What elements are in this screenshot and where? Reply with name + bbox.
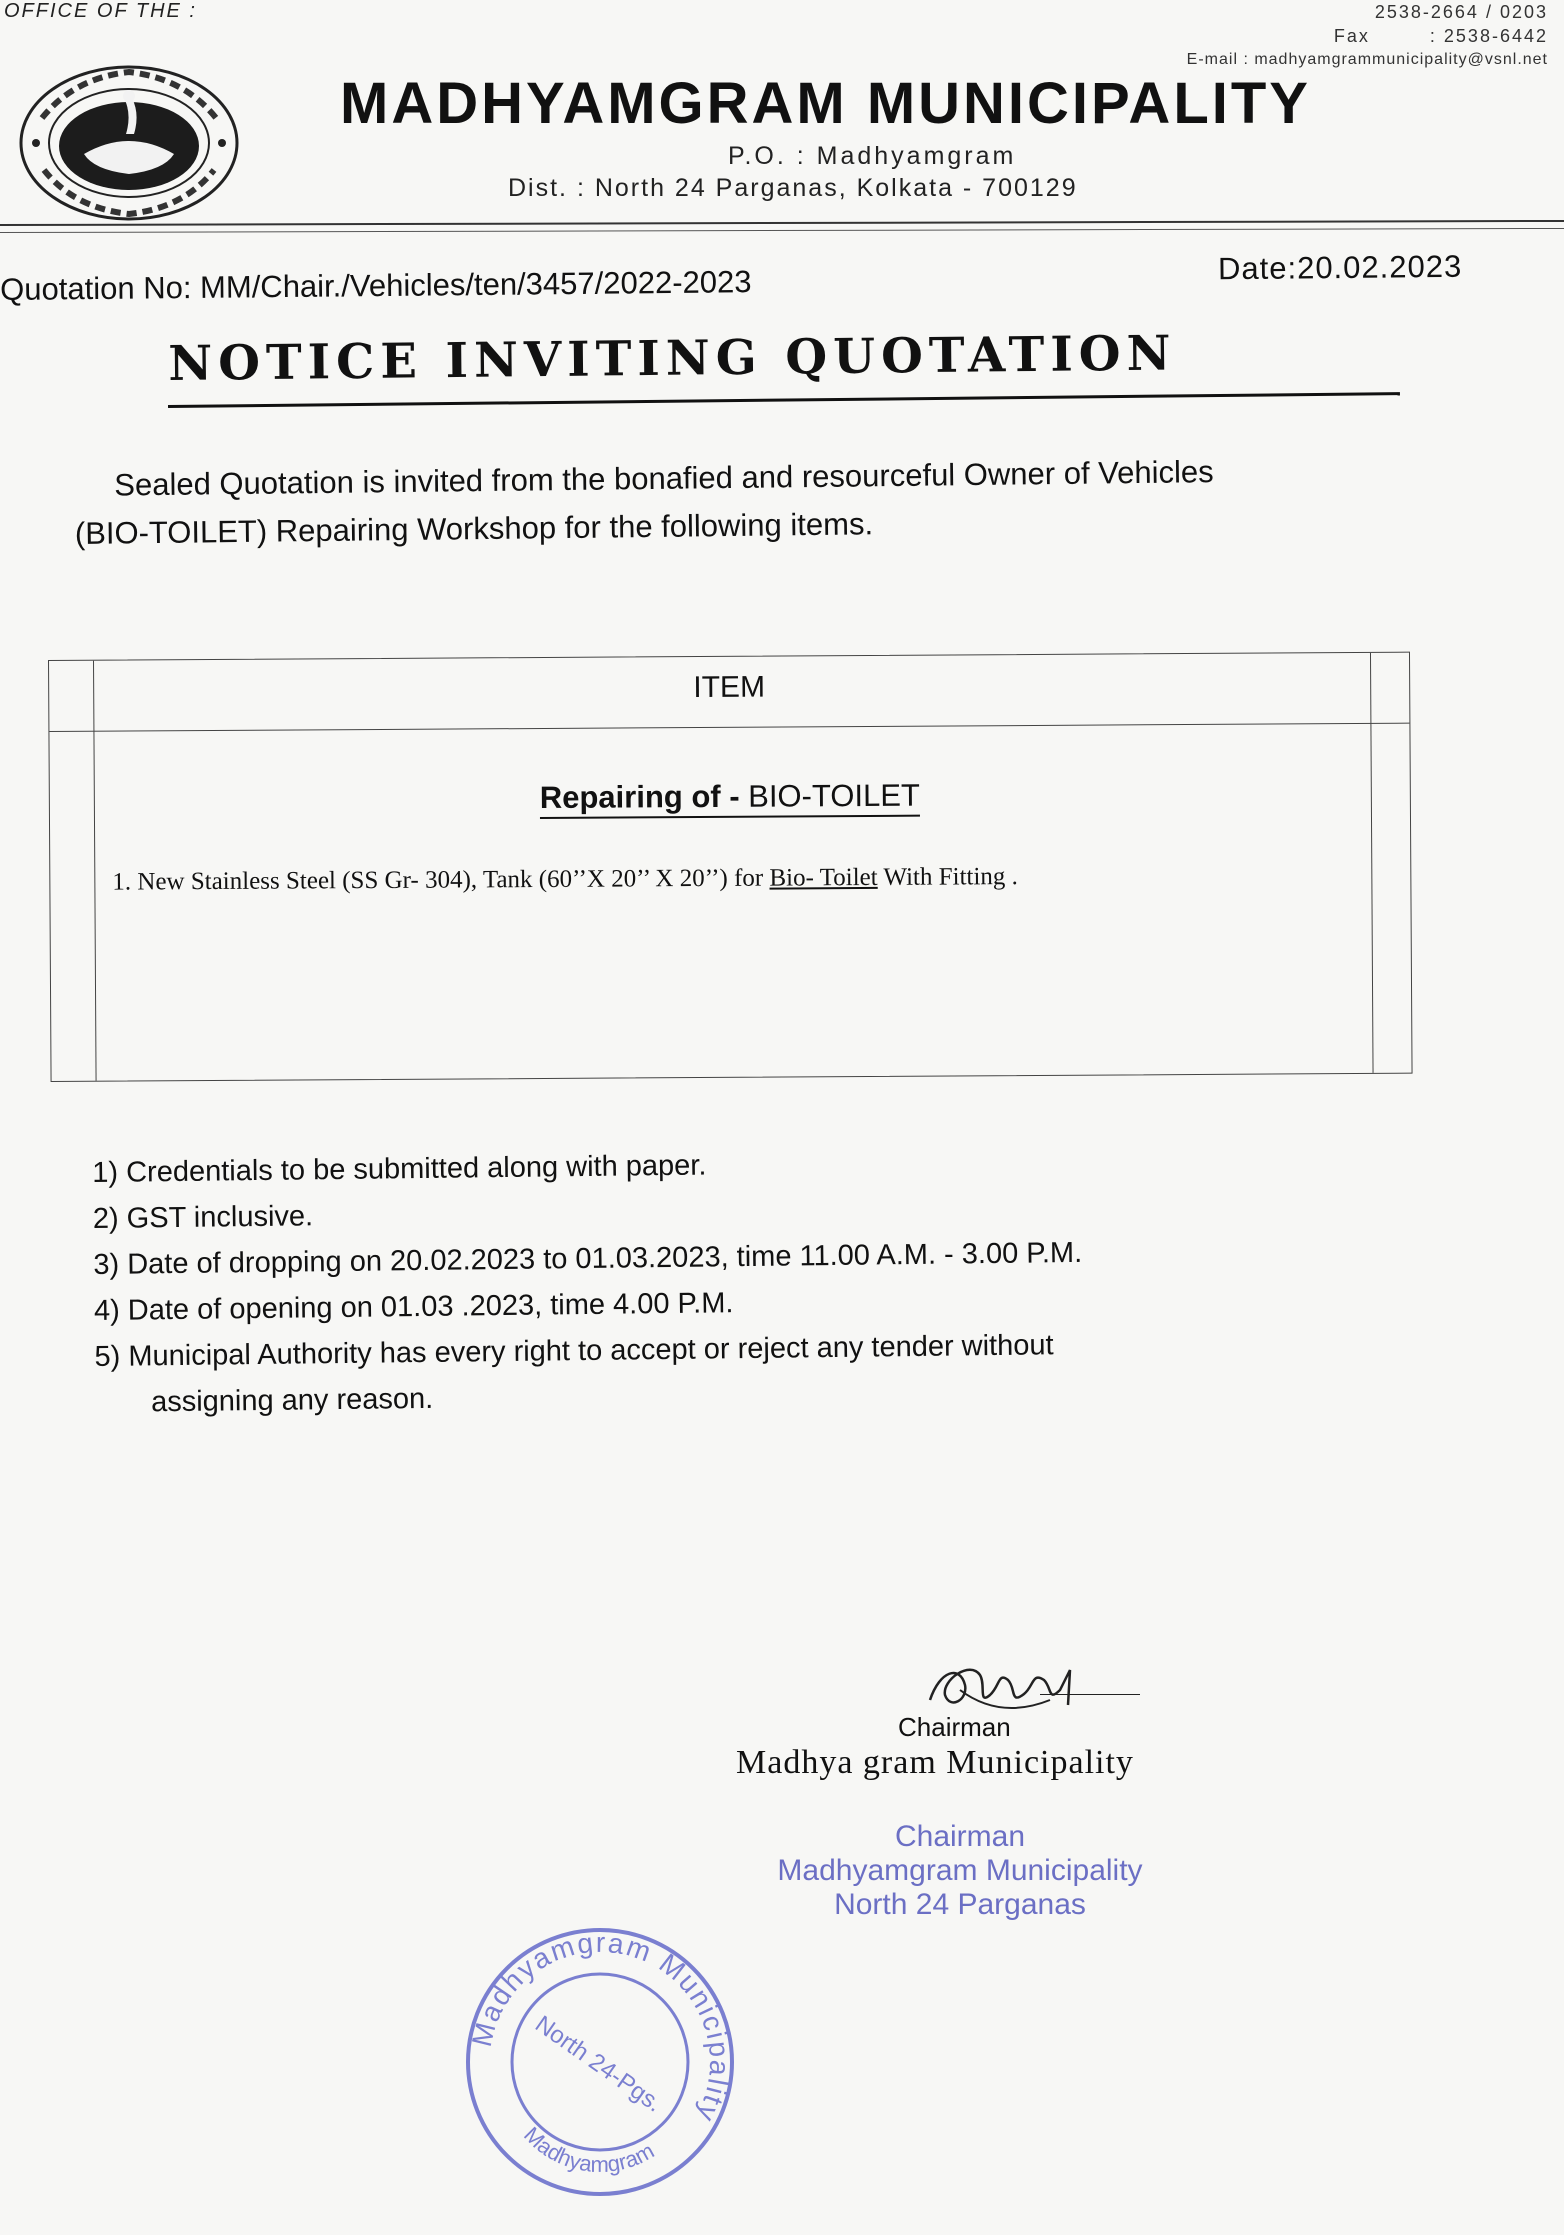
item-description-suffix: With Fitting . xyxy=(877,863,1018,891)
stamp-line-1: Chairman xyxy=(894,1820,1026,1853)
repair-separator: - xyxy=(720,778,749,814)
term-item: 5) Municipal Authority has every right to accept or reject any tender without xyxy=(94,1329,1054,1373)
table-right-border xyxy=(1370,653,1374,1073)
table-left-border xyxy=(93,661,97,1081)
signatory-title: Chairman xyxy=(898,1712,1011,1742)
stamp-line-3: North 24 Parganas xyxy=(834,1888,1086,1921)
fax-label: Fax xyxy=(1333,26,1370,46)
intro-paragraph xyxy=(74,445,1475,558)
quotation-number: Quotation No: MM/Chair./Vehicles/ten/3457/2022-2023 xyxy=(0,264,752,307)
repair-label: Repairing of xyxy=(539,778,721,815)
office-of-label: OFFICE OF THE : xyxy=(4,0,197,22)
fax-value: : 2538-6442 xyxy=(1429,26,1548,46)
fax-row xyxy=(1187,24,1548,48)
quotation-date: Date:20.02.2023 xyxy=(1217,248,1463,287)
seal-outer-text: Madhyamgram Municipality xyxy=(465,1926,736,2128)
repair-title-underlined xyxy=(540,778,920,819)
item-description-prefix: 1. New Stainless Steel (SS Gr- 304), Tank (60’’X 20’’ X 20’’) for xyxy=(112,864,770,896)
signature-line xyxy=(1040,1694,1140,1695)
table-header-item: ITEM xyxy=(693,670,766,705)
item-table xyxy=(48,652,1413,1082)
repair-subject: BIO-TOILET xyxy=(748,777,920,814)
term-item: 4) Date of opening on 01.03 .2023, time 4.00 P.M. xyxy=(93,1287,734,1327)
term-gst: 2) GST inclusive. xyxy=(92,1200,314,1235)
post-office: P.O. : Madhyamgram xyxy=(728,142,1017,170)
notice-title: NOTICE INVITING QUOTATION xyxy=(168,325,1177,392)
municipality-name: MADHYAMGRAM MUNICIPALITY xyxy=(340,71,1311,136)
municipality-emblem-icon xyxy=(14,58,244,228)
official-stamp xyxy=(770,1820,1150,1922)
term-item-continuation: assigning any reason. xyxy=(150,1382,434,1419)
term-item: 1) Credentials to be submitted along with paper. xyxy=(92,1149,707,1189)
terms-list xyxy=(92,1134,1395,1426)
notice-title-underline xyxy=(168,392,1400,408)
intro-line-2: (BIO-TOILET) Repairing Workshop for the following items. xyxy=(74,506,874,551)
phone-number: 2538-2664 / 0203 xyxy=(1374,2,1548,22)
round-seal-icon xyxy=(460,1922,740,2202)
item-row-1 xyxy=(112,863,1018,897)
seal-bottom-text: Madhyamgram xyxy=(519,2121,659,2177)
intro-line-1: Sealed Quotation is invited from the bonafied and resourceful Owner of Vehicles xyxy=(114,454,1214,503)
item-description-underlined: Bio- Toilet xyxy=(769,863,878,892)
term-item: 3) Date of dropping on 20.02.2023 to 01.03.2023, time 11.00 A.M. - 3.00 P.M. xyxy=(93,1236,1083,1281)
table-header-divider xyxy=(49,723,1409,732)
contact-block xyxy=(1187,0,1548,72)
header-divider-thin xyxy=(0,228,1564,233)
stamp-line-2: Madhyamgram Municipality xyxy=(777,1854,1143,1887)
repair-title xyxy=(50,775,1410,819)
signatory-organization: Madhya gram Municipality xyxy=(736,1744,1134,1781)
district-address: Dist. : North 24 Parganas, Kolkata - 700129 xyxy=(508,174,1078,202)
email-address: E-mail : madhyamgrammunicipality@vsnl.net xyxy=(1186,51,1548,68)
seal-inner-text: North 24-Pgs. xyxy=(530,2010,667,2118)
svg-text:Madhyamgram Municipality xyxy=(466,1927,735,2128)
